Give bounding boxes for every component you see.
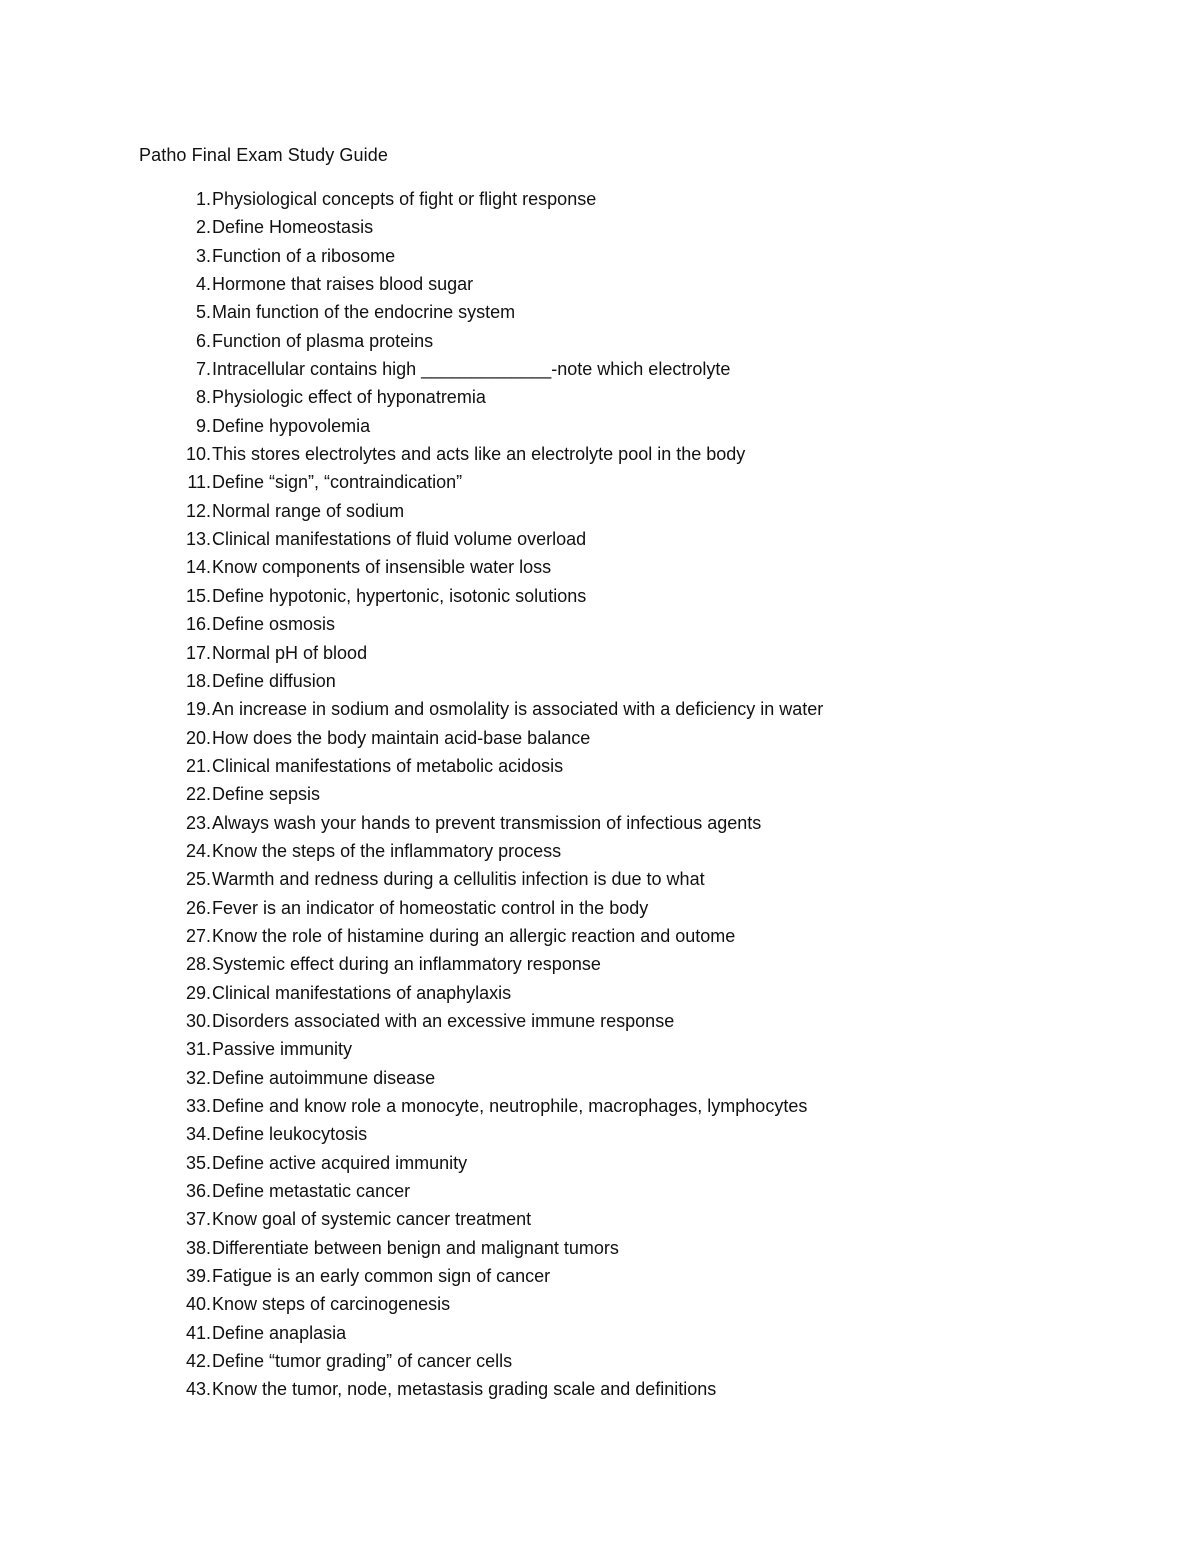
list-item (139, 527, 823, 555)
list-item (139, 555, 823, 583)
list-item (139, 215, 823, 243)
list-item (139, 1066, 823, 1094)
list-item (139, 1264, 823, 1292)
list-item (139, 300, 823, 328)
list-item-text: Define diffusion (212, 670, 336, 691)
list-item (139, 1122, 823, 1150)
list-item-number: 12. (185, 500, 211, 521)
list-item-text: Warmth and redness during a cellulitis infection is due to what (212, 869, 705, 890)
list-item (139, 896, 823, 924)
list-item-text: Fever is an indicator of homeostatic control in the body (212, 897, 649, 918)
list-item (139, 1179, 823, 1207)
list-item (139, 1009, 823, 1037)
list-item-number: 1. (195, 189, 211, 209)
study-guide-list (139, 187, 823, 1406)
list-item-text: Know steps of carcinogenesis (212, 1294, 451, 1315)
list-item-text: Passive immunity (212, 1039, 353, 1060)
list-item-text: Normal range of sodium (212, 500, 405, 521)
list-item-number: 11. (187, 472, 211, 493)
list-item-text: Differentiate between benign and malignant tumors (212, 1237, 619, 1258)
list-item-text: Physiological concepts of fight or flight response (212, 189, 597, 209)
list-item-number: 33. (185, 1096, 211, 1116)
list-item (139, 1236, 823, 1264)
list-item-text: Define sepsis (212, 784, 321, 805)
list-item-number: 8. (195, 387, 211, 408)
list-item (139, 357, 823, 385)
list-item-number: 20. (185, 727, 211, 748)
list-item-text: Function of a ribosome (212, 245, 396, 266)
list-item (139, 612, 823, 640)
list-item-number: 32. (185, 1067, 211, 1088)
list-item-text: Know the steps of the inflammatory process (212, 840, 562, 861)
list-item-text: Define metastatic cancer (212, 1181, 411, 1202)
list-item-number: 25. (185, 869, 211, 890)
list-item-number: 18. (185, 670, 211, 691)
list-item (139, 1321, 823, 1349)
list-item-text: Always wash your hands to prevent transmission of infectious agents (212, 812, 762, 833)
list-item-text: Define osmosis (212, 614, 336, 635)
list-item-text: Clinical manifestations of anaphylaxis (212, 982, 512, 1003)
list-item-text: Normal pH of blood (212, 642, 368, 663)
page-title: Patho Final Exam Study Guide (139, 145, 388, 165)
list-item (139, 1094, 823, 1122)
list-item (139, 1207, 823, 1235)
list-item (139, 414, 823, 442)
list-item-number: 35. (185, 1152, 211, 1173)
list-item-number: 15. (185, 585, 211, 606)
list-item (139, 924, 823, 952)
list-item-text: Disorders associated with an excessive immune response (212, 1010, 675, 1031)
list-item-number: 2. (195, 217, 211, 238)
list-item (139, 442, 823, 470)
list-item (139, 272, 823, 300)
list-item (139, 867, 823, 895)
list-item (139, 641, 823, 669)
list-item-text: An increase in sodium and osmolality is associated with a deficiency in water (212, 699, 824, 720)
list-item-number: 9. (195, 415, 211, 436)
list-item-text: Define leukocytosis (212, 1124, 368, 1145)
list-item-number: 28. (185, 954, 211, 975)
list-item-number: 4. (195, 274, 211, 295)
list-item-text: Hormone that raises blood sugar (212, 274, 474, 295)
list-item (139, 470, 823, 498)
list-item-number: 6. (195, 330, 211, 351)
list-item (139, 1292, 823, 1320)
list-item-number: 31. (185, 1039, 211, 1060)
list-item-number: 19. (185, 699, 211, 720)
list-item-number: 24. (185, 840, 211, 861)
list-item (139, 499, 823, 527)
list-item-number: 34. (185, 1124, 211, 1145)
list-item-text: Intracellular contains high _____________-note which electrolyte (212, 359, 731, 380)
list-item-text: Define hypovolemia (212, 415, 371, 436)
list-item-text: Define and know role a monocyte, neutrophile, macrophages, lymphocytes (212, 1096, 808, 1116)
list-item-number: 38. (185, 1237, 211, 1258)
list-item-number: 27. (185, 925, 211, 946)
list-item-text: Define active acquired immunity (212, 1152, 468, 1173)
list-item (139, 669, 823, 697)
list-item (139, 811, 823, 839)
list-item-number: 13. (185, 529, 211, 550)
list-item-number: 17. (185, 642, 211, 663)
list-item-text: Systemic effect during an inflammatory response (212, 954, 601, 975)
list-item-text: Fatigue is an early common sign of cancer (212, 1266, 551, 1287)
list-item-text: Function of plasma proteins (212, 330, 434, 351)
list-item-number: 21. (185, 755, 211, 776)
list-item-text: Define Homeostasis (212, 217, 374, 238)
list-item (139, 187, 823, 215)
list-item-text: Define anaplasia (212, 1322, 347, 1343)
list-item-text: Know goal of systemic cancer treatment (212, 1209, 532, 1230)
list-item-number: 42. (185, 1351, 211, 1372)
list-item-number: 29. (185, 982, 211, 1003)
list-item (139, 782, 823, 810)
list-item-number: 37. (185, 1209, 211, 1230)
list-item-text: Clinical manifestations of metabolic acidosis (212, 755, 564, 776)
list-item-text: How does the body maintain acid-base balance (212, 727, 591, 748)
list-item (139, 1377, 823, 1405)
list-item (139, 329, 823, 357)
list-item (139, 1151, 823, 1179)
list-item-number: 39. (185, 1266, 211, 1287)
list-item-text: Know components of insensible water loss (212, 557, 552, 578)
list-item-number: 23. (185, 812, 211, 833)
list-item-number: 22. (185, 784, 211, 805)
list-item (139, 385, 823, 413)
list-item-number: 10. (185, 444, 211, 465)
list-item (139, 1349, 823, 1377)
list-item-text: Define “tumor grading” of cancer cells (212, 1351, 513, 1372)
list-item (139, 952, 823, 980)
list-item-text: Main function of the endocrine system (212, 302, 516, 323)
list-item-number: 16. (185, 614, 211, 635)
list-item-number: 30. (185, 1010, 211, 1031)
list-item-text: Physiologic effect of hyponatremia (212, 387, 486, 408)
list-item-text: Define autoimmune disease (212, 1067, 436, 1088)
list-item (139, 697, 823, 725)
list-item (139, 726, 823, 754)
list-item-number: 26. (185, 897, 211, 918)
list-item-number: 14. (185, 557, 211, 578)
list-item-number: 43. (185, 1379, 211, 1400)
list-item-number: 5. (195, 302, 211, 323)
list-item (139, 839, 823, 867)
list-item (139, 244, 823, 272)
list-item (139, 981, 823, 1009)
list-item-number: 36. (185, 1181, 211, 1202)
list-item (139, 584, 823, 612)
list-item-text: Define hypotonic, hypertonic, isotonic solutions (212, 585, 587, 606)
list-item-number: 41. (185, 1322, 211, 1343)
list-item-text: Know the tumor, node, metastasis grading scale and definitions (212, 1379, 717, 1400)
list-item (139, 754, 823, 782)
list-item-text: Know the role of histamine during an allergic reaction and outome (212, 925, 736, 946)
list-item-text: Clinical manifestations of fluid volume overload (212, 529, 587, 550)
list-item (139, 1037, 823, 1065)
list-item-number: 7. (195, 359, 211, 380)
list-item-text: Define “sign”, “contraindication” (212, 472, 463, 493)
list-item-text: This stores electrolytes and acts like an electrolyte pool in the body (212, 444, 746, 465)
list-item-number: 3. (195, 245, 211, 266)
list-item-number: 40. (185, 1294, 211, 1315)
